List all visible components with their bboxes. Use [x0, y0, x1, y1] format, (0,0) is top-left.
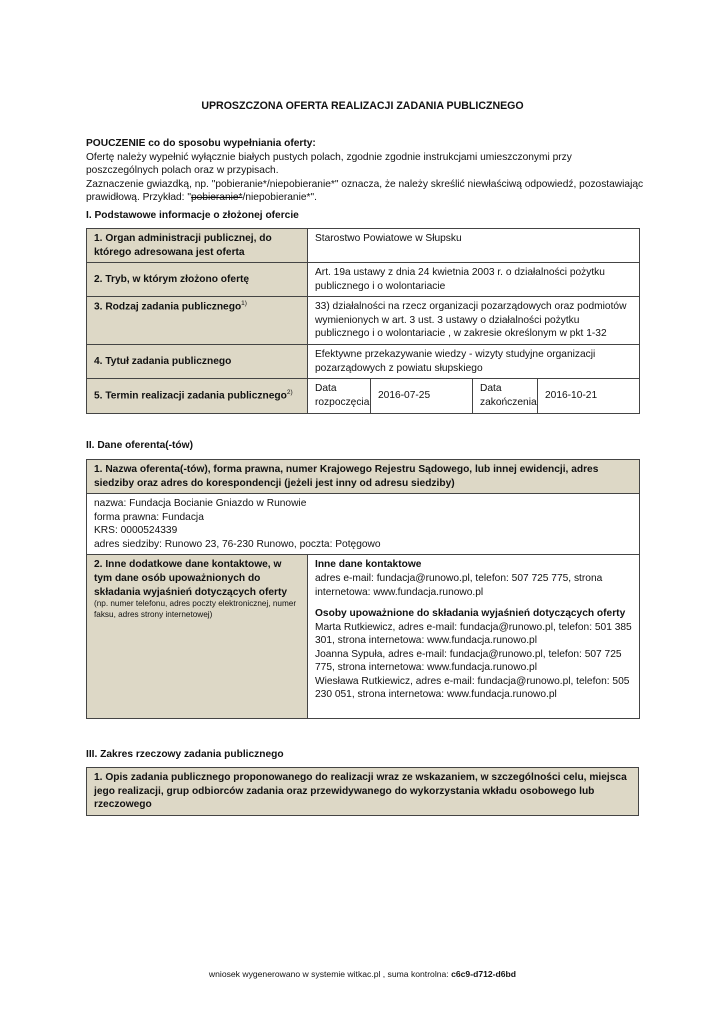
table-row	[87, 768, 639, 816]
row-label: 1. Organ administracji publicznej, do którego adresowana jest oferta	[87, 229, 308, 263]
notice	[86, 137, 646, 205]
authorized-persons-heading: Osoby upoważnione do składania wyjaśnień dotyczących oferty	[315, 608, 626, 620]
notice-heading: POUCZENIE co do sposobu wypełniania oferty:	[86, 138, 316, 149]
other-contact-text: adres e-mail: fundacja@runowo.pl, telefon: 507 725 775, strona internetowa: www.fundacja.runowo.pl	[315, 572, 603, 598]
offeror-legal-form: forma prawna: Fundacja	[94, 511, 204, 523]
authorized-person: Wiesława Rutkiewicz, adres e-mail: fundacja@runowo.pl, telefon: 505 230 051, strona internetowa: www.fundacja.runowo.pl	[315, 675, 630, 701]
table-row	[87, 263, 640, 297]
scope-table	[86, 767, 639, 816]
contact-label: 2. Inne dodatkowe dane kontaktowe, w tym dane osób upoważnionych do składania wyjaśnień dotyczących oferty	[94, 559, 288, 598]
row-value: Art. 19a ustawy z dnia 24 kwietnia 2003 r. o działalności pożytku publicznego i o wolontariacie	[308, 263, 640, 297]
row-label-text: 5. Termin realizacji zadania publicznego	[94, 390, 287, 402]
row-value: 33) działalności na rzecz organizacji pozarządowych oraz podmiotów wymienionych w art. 3 ust. 3 ustawy o działalności pożytku publicznego i o wolontariacie , w zakresie określonym w pkt 1-32	[308, 297, 640, 345]
authorized-person: Joanna Sypuła, adres e-mail: fundacja@runowo.pl, telefon: 507 725 775, strona internetowa: www.fundacja.runowo.pl	[315, 648, 622, 674]
contact-note: (np. numer telefonu, adres poczty elektronicznej, numer faksu, adres strony internetowej)	[94, 599, 297, 619]
offeror-krs: KRS: 0000524339	[94, 525, 178, 537]
footnote-mark: 2)	[286, 388, 293, 396]
table-row	[87, 229, 640, 263]
offeror-address: adres siedziby: Runowo 23, 76-230 Runowo, poczta: Potęgowo	[94, 538, 381, 550]
offeror-table	[86, 459, 640, 719]
table-row	[87, 345, 640, 379]
row-value: Efektywne przekazywanie wiedzy - wizyty studyjne organizacji pozarządowych z powiatu słupskiego	[308, 345, 640, 379]
authorized-person: Marta Rutkiewicz, adres e-mail: fundacja@runowo.pl, telefon: 501 385 301, strona internetowa: www.fundacja.runowo.pl	[315, 621, 632, 647]
table-row	[87, 494, 640, 555]
notice-example-rest: /niepobieranie*".	[242, 192, 317, 204]
start-date-label: Data rozpoczęcia	[308, 379, 371, 413]
row-label	[87, 379, 308, 413]
footer-checksum: c6c9-d712-d6bd	[451, 969, 517, 979]
task-description-label: 1. Opis zadania publicznego proponowanego do realizacji wraz ze wskazaniem, w szczególności celu, miejsca jego realizacji, grup odbiorców zadania oraz przewidywanego do wykorzystania wkładu osobowego lub rzeczowego	[87, 768, 639, 816]
end-date-label: Data zakończenia	[473, 379, 538, 413]
table-row	[87, 379, 640, 413]
basic-info-table	[86, 228, 640, 414]
end-date-value: 2016-10-21	[538, 379, 640, 413]
offeror-details	[87, 494, 640, 555]
row-label: 2. Tryb, w którym złożono ofertę	[87, 263, 308, 297]
footer-text: wniosek wygenerowano w systemie witkac.pl , suma kontrolna:	[208, 969, 452, 979]
footer	[0, 969, 725, 980]
row-label-text: 3. Rodzaj zadania publicznego	[94, 301, 242, 313]
other-contact-heading: Inne dane kontaktowe	[315, 559, 422, 571]
notice-line-2-text: Zaznaczenie gwiazdką, np. "pobieranie*/niepobieranie*" oznacza, że należy skreślić niewłaściwą odpowiedź, pozostawiając prawidłową. Przykład: "	[86, 178, 644, 204]
table-row	[87, 460, 640, 494]
document-title: UPROSZCZONA OFERTA REALIZACJI ZADANIA PUBLICZNEGO	[201, 100, 524, 112]
notice-line-1: Ofertę należy wypełnić wyłącznie białych pustych polach, zgodnie zgodnie instrukcjami umieszczonymi przy poszczególnych polach oraz w przypisach.	[86, 151, 572, 177]
section-3-heading: III. Zakres rzeczowy zadania publicznego	[86, 749, 284, 760]
contact-value-cell	[308, 555, 640, 719]
offeror-name: nazwa: Fundacja Bocianie Gniazdo w Runowie	[94, 498, 307, 510]
offeror-name-label: 1. Nazwa oferenta(-tów), forma prawna, numer Krajowego Rejestru Sądowego, lub innej ewidencji, adres siedziby oraz adres do korespondencji (jeżeli jest inny od adresu siedziby)	[87, 460, 640, 494]
start-date-value: 2016-07-25	[371, 379, 473, 413]
contact-label-cell	[87, 555, 308, 719]
notice-line-2	[86, 178, 646, 205]
row-label	[87, 297, 308, 345]
notice-example-struck: pobieranie*	[190, 192, 243, 204]
section-1-heading: I. Podstawowe informacje o złożonej ofercie	[86, 210, 299, 221]
table-row	[87, 555, 640, 719]
section-2-heading: II. Dane oferenta(-tów)	[86, 440, 193, 451]
row-value: Starostwo Powiatowe w Słupsku	[308, 229, 640, 263]
row-label: 4. Tytuł zadania publicznego	[87, 345, 308, 379]
table-row	[87, 297, 640, 345]
footnote-mark: 1)	[241, 300, 247, 308]
